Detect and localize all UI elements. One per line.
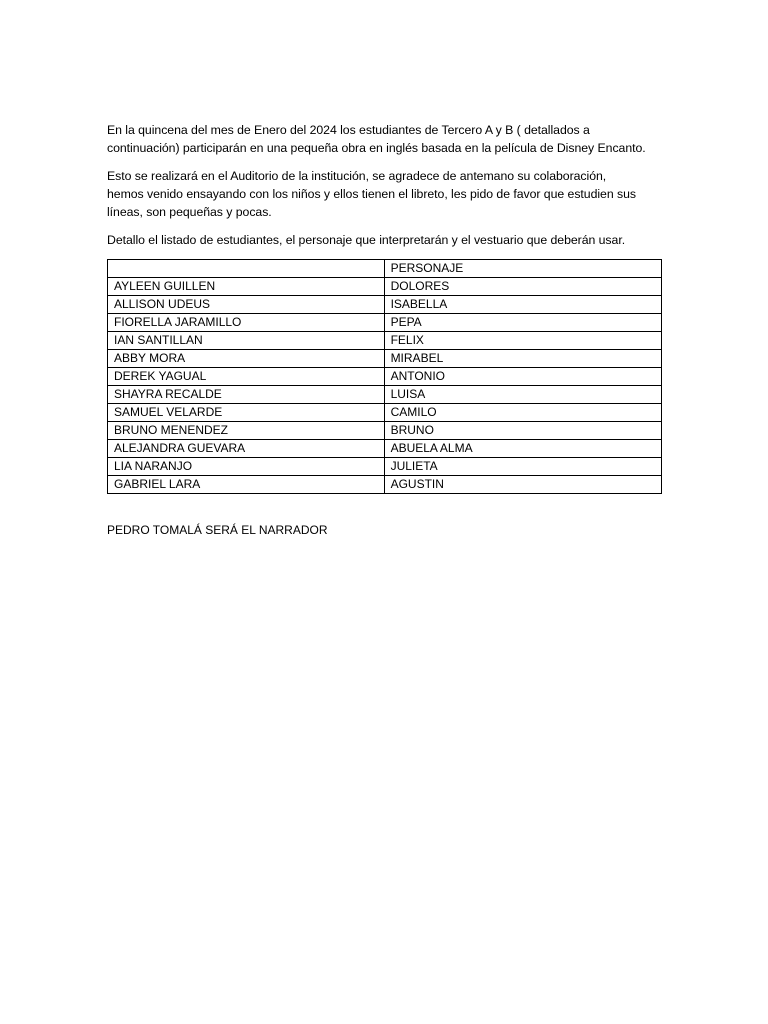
list-intro-paragraph <box>107 231 662 249</box>
table-row <box>108 476 662 494</box>
student-name-cell: SHAYRA RECALDE <box>108 386 385 404</box>
student-name-cell: DEREK YAGUAL <box>108 368 385 386</box>
character-cell: PEPA <box>384 314 661 332</box>
student-name-cell: IAN SANTILLAN <box>108 332 385 350</box>
character-cell: LUISA <box>384 386 661 404</box>
table-row <box>108 296 662 314</box>
table-row <box>108 350 662 368</box>
character-cell: CAMILO <box>384 404 661 422</box>
table-row <box>108 458 662 476</box>
venue-line-3: líneas, son pequeñas y pocas. <box>107 205 272 219</box>
document-page <box>107 121 662 539</box>
character-cell: AGUSTIN <box>384 476 661 494</box>
table-row <box>108 314 662 332</box>
list-intro-line: Detallo el listado de estudiantes, el personaje que interpretarán y el vestuario que deberán usar. <box>107 233 626 247</box>
table-row <box>108 368 662 386</box>
character-cell: ISABELLA <box>384 296 661 314</box>
student-name-cell: AYLEEN GUILLEN <box>108 278 385 296</box>
table-header-row <box>108 260 662 278</box>
table-row <box>108 404 662 422</box>
character-cell: BRUNO <box>384 422 661 440</box>
table-row <box>108 422 662 440</box>
student-name-cell: ALEJANDRA GUEVARA <box>108 440 385 458</box>
student-name-cell: ALLISON UDEUS <box>108 296 385 314</box>
student-name-cell: LIA NARANJO <box>108 458 385 476</box>
character-cell: ANTONIO <box>384 368 661 386</box>
cast-table <box>107 259 662 494</box>
student-name-cell: FIORELLA JARAMILLO <box>108 314 385 332</box>
header-cell-student <box>108 260 385 278</box>
table-row <box>108 332 662 350</box>
intro-paragraph <box>107 121 662 157</box>
intro-line-2: continuación) participarán en una pequeña obra en inglés basada en la película de Disney Encanto. <box>107 141 646 155</box>
table-row <box>108 386 662 404</box>
character-cell: FELIX <box>384 332 661 350</box>
character-cell: DOLORES <box>384 278 661 296</box>
intro-line-1: En la quincena del mes de Enero del 2024 los estudiantes de Tercero A y B ( detallados a <box>107 123 590 137</box>
character-cell: MIRABEL <box>384 350 661 368</box>
character-cell: ABUELA ALMA <box>384 440 661 458</box>
venue-line-1: Esto se realizará en el Auditorio de la institución, se agradece de antemano su colaboración, <box>107 169 607 183</box>
venue-paragraph <box>107 167 662 221</box>
table-row <box>108 278 662 296</box>
student-name-cell: BRUNO MENENDEZ <box>108 422 385 440</box>
student-name-cell: SAMUEL VELARDE <box>108 404 385 422</box>
student-name-cell: GABRIEL LARA <box>108 476 385 494</box>
venue-line-2: hemos venido ensayando con los niños y ellos tienen el libreto, les pido de favor que estudien sus <box>107 187 636 201</box>
character-cell: JULIETA <box>384 458 661 476</box>
header-cell-character: PERSONAJE <box>384 260 661 278</box>
narrator-note: PEDRO TOMALÁ SERÁ EL NARRADOR <box>107 523 328 537</box>
table-row <box>108 440 662 458</box>
student-name-cell: ABBY MORA <box>108 350 385 368</box>
